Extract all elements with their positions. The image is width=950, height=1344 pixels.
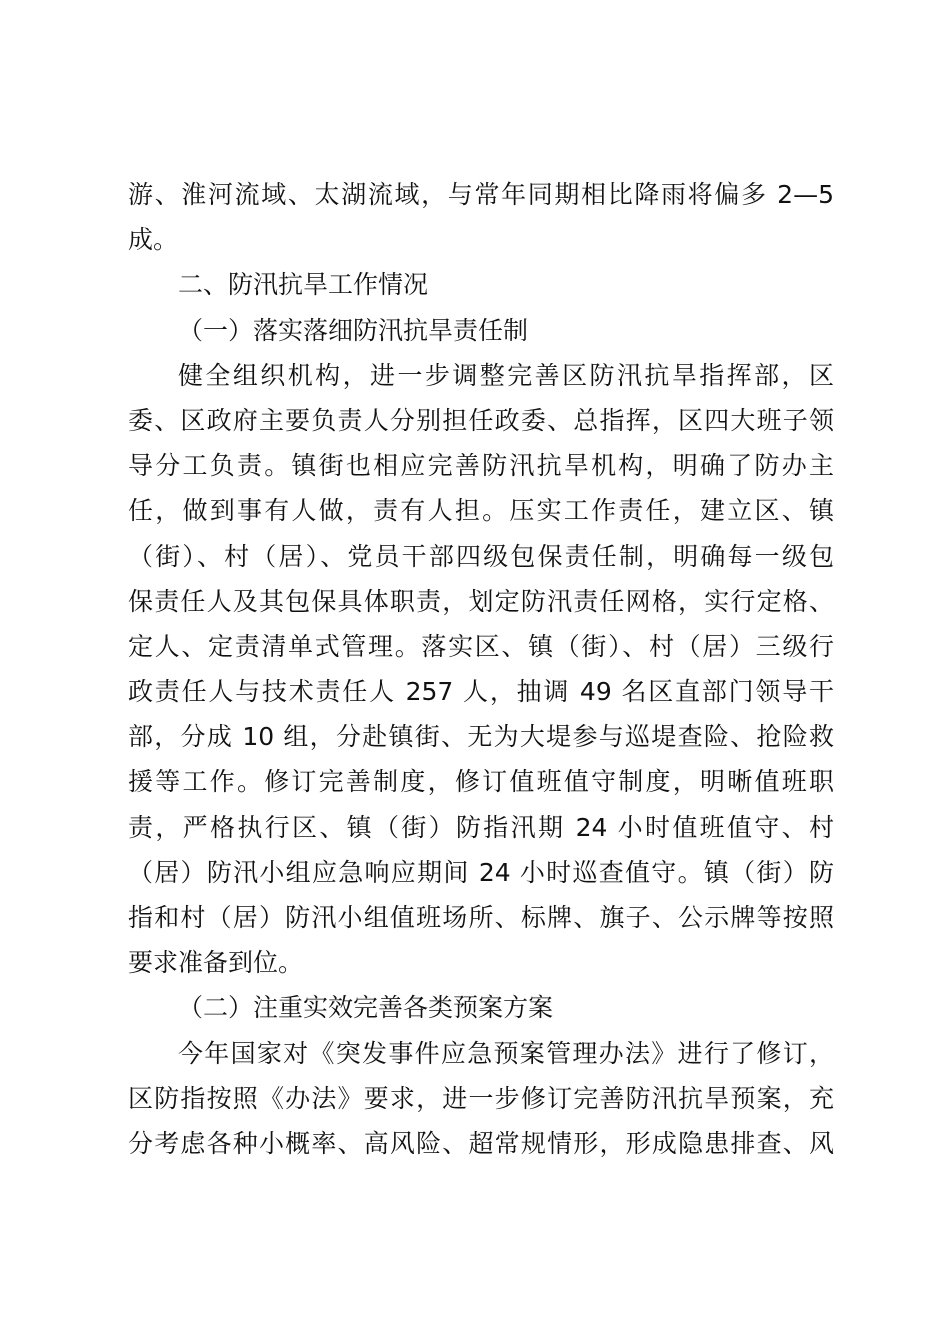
- subsection-heading: （二）注重实效完善各类预案方案: [178, 993, 554, 1023]
- text-line: 分考虑各种小概率、高风险、超常规情形，形成隐患排查、风: [128, 1128, 834, 1158]
- text-line: 要求准备到位。: [128, 948, 304, 978]
- text-line: 政责任人与技术责任人 257 人，抽调 49 名区直部门领导干: [128, 677, 834, 707]
- body-text: [128, 172, 834, 1166]
- subsection-heading: （一）落实落细防汛抗旱责任制: [178, 315, 529, 345]
- text-line: 援等工作。修订完善制度，修订值班值守制度，明晰值班职: [128, 767, 834, 797]
- text-line: 部，分成 10 组，分赴镇街、无为大堤参与巡堤查险、抢险救: [128, 722, 834, 752]
- text-line: 区防指按照《办法》要求，进一步修订完善防汛抗旱预案，充: [128, 1083, 834, 1113]
- text-line: 导分工负责。镇街也相应完善防汛抗旱机构，明确了防办主: [128, 451, 834, 481]
- text-line: （居）防汛小组应急响应期间 24 小时巡查值守。镇（街）防: [128, 857, 834, 887]
- text-line: 责，严格执行区、镇（街）防指汛期 24 小时值班值守、村: [128, 812, 834, 842]
- text-line: 健全组织机构，进一步调整完善区防汛抗旱指挥部，区: [178, 360, 834, 390]
- text-line: 任，做到事有人做，责有人担。压实工作责任，建立区、镇: [128, 496, 834, 526]
- text-line: （街）、村（居）、党员干部四级包保责任制，明确每一级包: [128, 541, 834, 571]
- text-line: 指和村（居）防汛小组值班场所、标牌、旗子、公示牌等按照: [128, 903, 834, 932]
- text-line: 委、区政府主要负责人分别担任政委、总指挥，区四大班子领: [128, 405, 834, 435]
- section-heading: 二、防汛抗旱工作情况: [178, 270, 429, 300]
- text-line: 游、淮河流域、太湖流域，与常年同期相比降雨将偏多 2—5: [128, 180, 834, 209]
- text-line: 成。: [128, 225, 179, 255]
- text-line: 定人、定责清单式管理。落实区、镇（街）、村（居）三级行: [128, 631, 834, 661]
- text-line: 保责任人及其包保具体职责，划定防汛责任网格，实行定格、: [128, 586, 834, 616]
- text-line: 今年国家对《突发事件应急预案管理办法》进行了修订，: [178, 1038, 834, 1068]
